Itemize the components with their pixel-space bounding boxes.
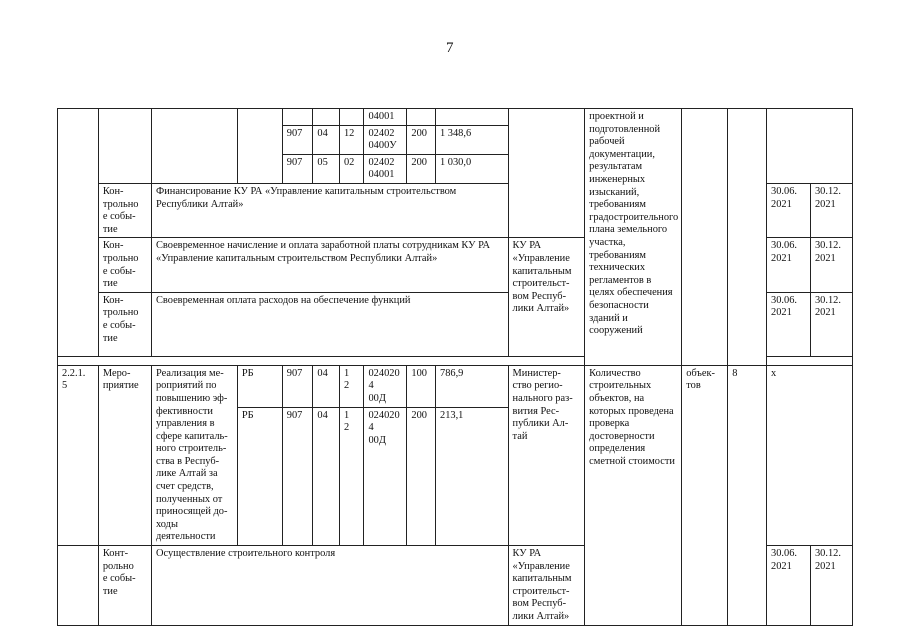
code-cell [282,109,313,126]
item-number: 2.2.1. 5 [58,365,99,545]
code-cell: 02 [339,154,364,183]
event-responsible [508,183,585,237]
code-cell: 1 2 [339,407,364,545]
item-responsible: Министер- ство регио- нального раз- вития Рес- публики Ал- тай [508,365,585,545]
vr-cell: 100 [407,365,436,407]
event-responsible: КУ РА «Управление капитальным строительст- вом Респуб- лики Алтай» [508,546,585,626]
spacer-cell [58,356,585,365]
code-cell: 05 [313,154,340,183]
item-indicator: Количество строительных объектов, на которых проведена проверка достоверности определения сметной стоимости [585,365,682,625]
event-responsible: КУ РА «Управление капитальным строительст- вом Респуб- лики Алтай» [508,238,585,356]
spacer-cell [767,356,853,365]
item-unit: объек- тов [682,365,728,625]
event-type: Кон- трольно е собы- тие [98,292,151,356]
num-cell-empty [58,546,99,626]
sum-cell: 1 030,0 [436,154,509,183]
event-date-end: 30.12. 2021 [810,546,852,626]
event-date-start: 30.06. 2021 [767,238,811,292]
event-date-start: 30.06. 2021 [767,183,811,237]
kbk-cell: 0240204 00Д [364,407,407,545]
vr-cell [407,109,436,126]
name-cell-empty [151,109,237,184]
item-mark: х [767,365,853,545]
dates-cell-empty [767,109,853,184]
responsible-cell-empty [508,109,585,184]
vr-cell: 200 [407,154,436,183]
event-type: Конт- рольно е собы- тие [98,546,151,626]
item-name: Реализация ме- роприятий по повышению эф- фективности управления в сфере капиталь- ного строитель- ства в Респуб- лике Алтай за счет средств, полученных от приносящей до- ходы деятельности [151,365,237,545]
unit-cell-empty [682,109,728,366]
sum-cell [436,109,509,126]
page-number: 7 [446,40,454,56]
code-cell: 907 [282,365,313,407]
code-cell [339,109,364,126]
event-text: Финансирование КУ РА «Управление капитальным строительством Республики Алтай» [151,183,508,237]
kbk-cell: 0240204 00Д [364,365,407,407]
event-date-start: 30.06. 2021 [767,546,811,626]
code-cell: 907 [282,125,313,154]
event-date-end: 30.12. 2021 [810,238,852,292]
item-value: 8 [728,365,767,625]
source-cell: РБ [237,407,282,545]
vr-cell: 200 [407,407,436,545]
code-cell: 04 [313,125,340,154]
code-cell: 04 [313,407,340,545]
code-cell: 04 [313,365,340,407]
program-table [57,108,853,626]
kbk-cell: 04001 [364,109,407,126]
event-type: Кон- трольно е собы- тие [98,238,151,292]
type-cell-empty [98,109,151,184]
item-type: Меро- приятие [98,365,151,545]
event-text: Своевременное начисление и оплата заработной платы сотрудникам КУ РА «Управление капитальным строительством Республики Алтай» [151,238,508,292]
value-cell-empty [728,109,767,366]
table-row [58,365,853,407]
sum-cell: 213,1 [436,407,509,545]
sum-cell: 786,9 [436,365,509,407]
source-cell-empty [237,109,282,184]
event-date-end: 30.12. 2021 [810,183,852,237]
code-cell: 12 [339,125,364,154]
event-date-end: 30.12. 2021 [810,292,852,356]
num-cell-empty [58,183,99,356]
event-text: Своевременная оплата расходов на обеспечение функций [151,292,508,356]
source-cell: РБ [237,365,282,407]
table-row [58,109,853,126]
kbk-cell: 02402 04001 [364,154,407,183]
kbk-cell: 02402 0400У [364,125,407,154]
code-cell [313,109,340,126]
sum-cell: 1 348,6 [436,125,509,154]
event-text: Осуществление строительного контроля [151,546,508,626]
indicator-cell: проектной и подготовленной рабочей документации, результатам инженерных изысканий, требованиям градостроительного плана земельного участка, требованиям технических регламентов в целях обеспечения безопасности зданий и сооружений [585,109,682,366]
num-cell-empty [58,109,99,184]
code-cell: 907 [282,154,313,183]
code-cell: 907 [282,407,313,545]
event-date-start: 30.06. 2021 [767,292,811,356]
event-type: Кон- трольно е собы- тие [98,183,151,237]
vr-cell: 200 [407,125,436,154]
code-cell: 1 2 [339,365,364,407]
